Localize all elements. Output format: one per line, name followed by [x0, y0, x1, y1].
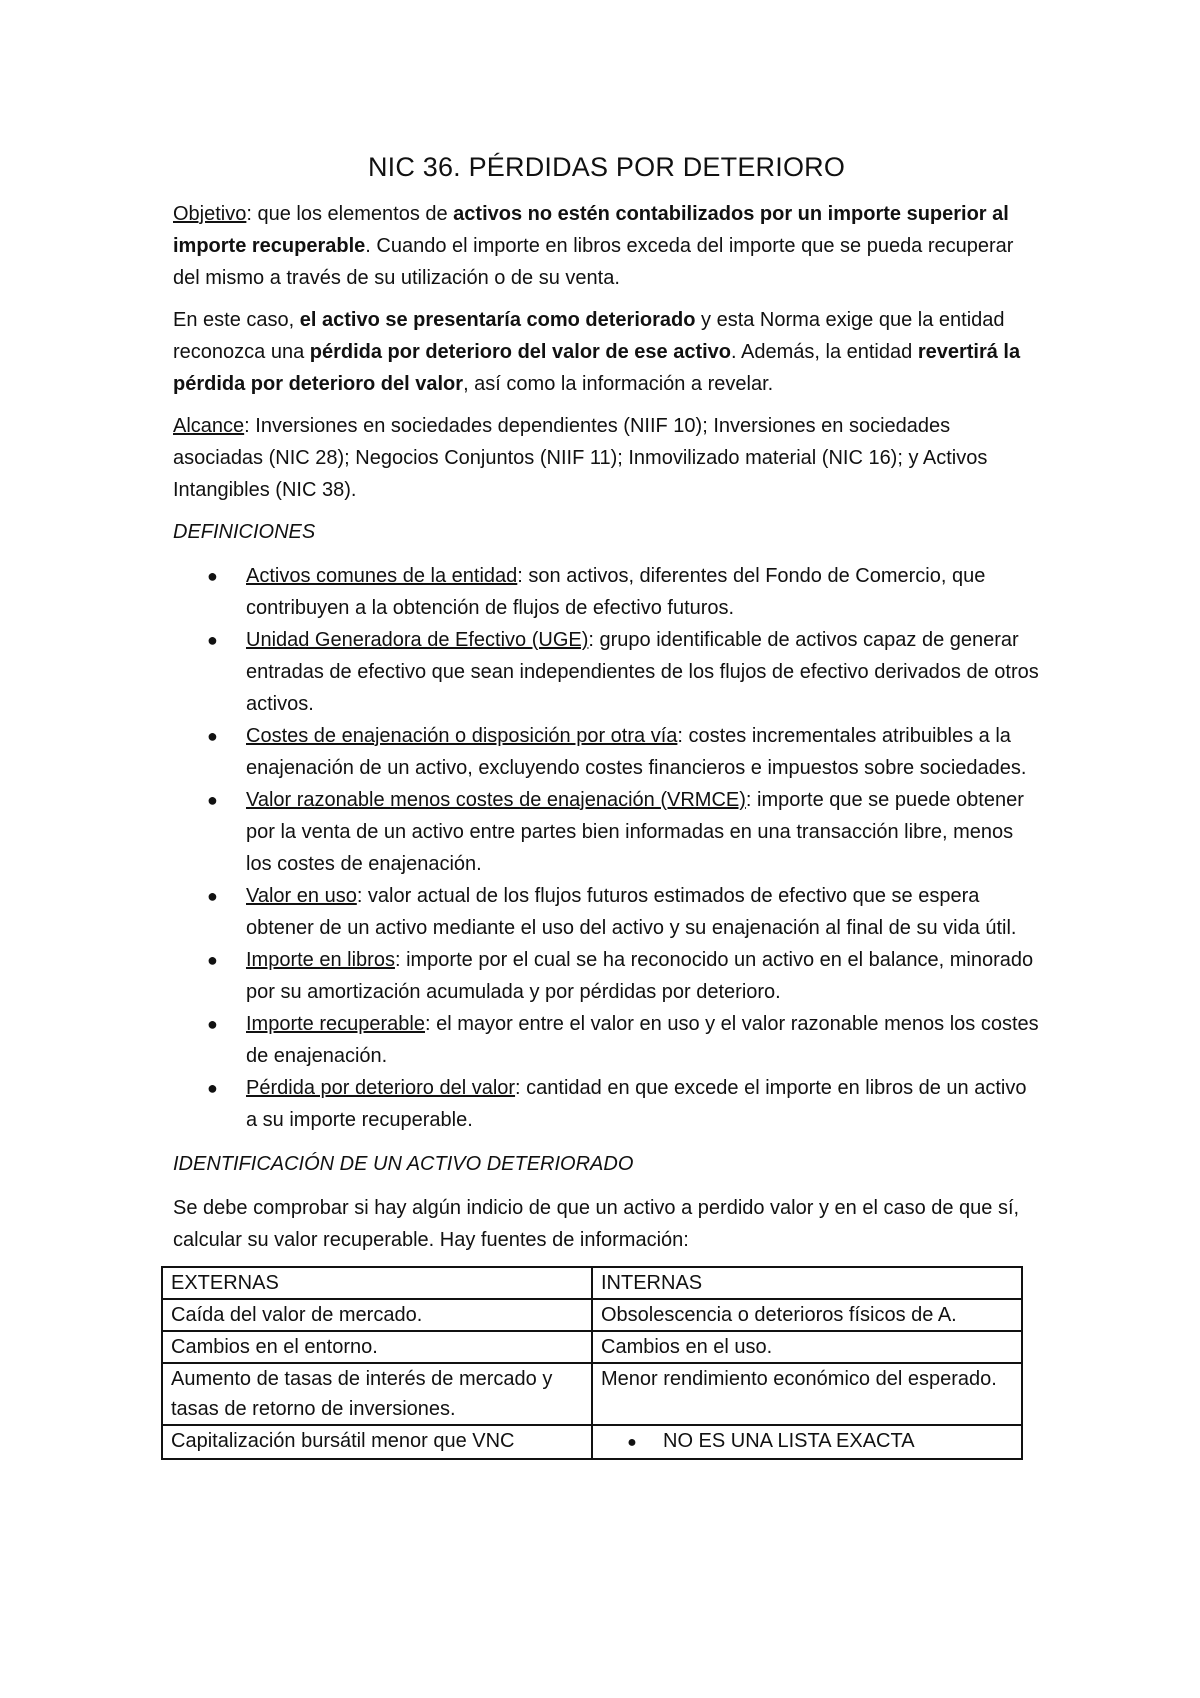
- definition-text: : valor actual de los flujos futuros estimados de efectivo que se espera obtener de un activo mediante el uso del activo y su enajenación al final de su vida útil.: [246, 885, 1017, 939]
- list-item: [207, 944, 1040, 1008]
- table-header-row: [162, 1267, 1022, 1299]
- objetivo-text-2: . Cuando el importe en libros exceda del importe que se pueda recuperar del mismo a través de su utilización o de su venta.: [173, 235, 1014, 289]
- caso-bold-2: pérdida por deterioro del valor de ese activo: [309, 341, 732, 363]
- alcance-paragraph: [173, 410, 1040, 506]
- definition-text: : son activos, diferentes del Fondo de Comercio, que contribuyen a la obtención de flujos de efectivo futuros.: [246, 565, 986, 619]
- caso-bold-1: el activo se presentaría como deteriorado: [299, 309, 696, 331]
- table-row: [162, 1425, 1022, 1459]
- identificacion-paragraph: Se debe comprobar si hay algún indicio de que un activo a perdido valor y en el caso de que sí, calcular su valor recuperable. Hay fuentes de información:: [173, 1197, 1020, 1251]
- table-cell: Cambios en el entorno.: [162, 1331, 592, 1363]
- definition-text: : importe por el cual se ha reconocido un activo en el balance, minorado por su amortización acumulada y por pérdidas por deterioro.: [246, 949, 1034, 1003]
- table-header: INTERNAS: [592, 1267, 1022, 1299]
- definition-term: Costes de enajenación o disposición por otra vía: [246, 725, 678, 747]
- definition-term: Valor en uso: [246, 885, 357, 907]
- caso-paragraph: [173, 304, 1040, 400]
- definition-text: : cantidad en que excede el importe en libros de un activo a su importe recuperable.: [246, 1077, 1027, 1131]
- definition-term: Importe recuperable: [246, 1013, 425, 1035]
- identificacion-heading: IDENTIFICACIÓN DE UN ACTIVO DETERIORADO: [173, 1153, 634, 1175]
- table-row: [162, 1331, 1022, 1363]
- list-item: [207, 560, 1040, 624]
- bullet-icon: ●: [207, 566, 218, 586]
- table-cell: Capitalización bursátil menor que VNC: [162, 1425, 592, 1459]
- bullet-icon: ●: [627, 1434, 637, 1451]
- bullet-icon: ●: [207, 950, 218, 970]
- bullet-icon: ●: [207, 1014, 218, 1034]
- table-header: EXTERNAS: [162, 1267, 592, 1299]
- objetivo-paragraph: [173, 198, 1040, 294]
- page-title: NIC 36. PÉRDIDAS POR DETERIORO: [367, 152, 846, 182]
- table-cell: [592, 1425, 1022, 1459]
- table-cell: Menor rendimiento económico del esperado.: [592, 1363, 1022, 1425]
- definiciones-list: [173, 560, 1040, 1136]
- caso-text-3: . Además, la entidad: [731, 341, 918, 363]
- list-item: [207, 624, 1040, 720]
- definition-term: Unidad Generadora de Efectivo (UGE): [246, 629, 589, 651]
- definiciones-heading: DEFINICIONES: [173, 521, 316, 543]
- list-item: [207, 1008, 1040, 1072]
- list-item: [207, 1072, 1040, 1136]
- table-cell-text: NO ES UNA LISTA EXACTA: [663, 1430, 915, 1452]
- definition-term: Activos comunes de la entidad: [246, 565, 518, 587]
- definition-text: : grupo identificable de activos capaz de generar entradas de efectivo que sean independientes de los flujos de efectivo derivados de otros activos.: [246, 629, 1039, 715]
- table-row: [162, 1363, 1022, 1425]
- definition-text: : el mayor entre el valor en uso y el valor razonable menos los costes de enajenación.: [246, 1013, 1039, 1067]
- table-cell: Caída del valor de mercado.: [162, 1299, 592, 1331]
- alcance-label: Alcance: [173, 415, 245, 437]
- definition-text: : importe que se puede obtener por la venta de un activo entre partes bien informadas en una transacción libre, menos los costes de enajenación.: [246, 789, 1024, 875]
- table-cell: Aumento de tasas de interés de mercado y tasas de retorno de inversiones.: [162, 1363, 592, 1425]
- list-item: [207, 720, 1040, 784]
- bullet-icon: ●: [207, 886, 218, 906]
- alcance-text: : Inversiones en sociedades dependientes (NIIF 10); Inversiones en sociedades asociadas (NIC 28); Negocios Conjuntos (NIIF 11); Inmovilizado material (NIC 16); y Activos Intangibles (NIC 38).: [173, 415, 988, 501]
- definition-text: : costes incrementales atribuibles a la enajenación de un activo, excluyendo costes financieros e impuestos sobre sociedades.: [246, 725, 1027, 779]
- fuentes-table: [161, 1266, 1023, 1460]
- bullet-icon: ●: [207, 726, 218, 746]
- definition-term: Valor razonable menos costes de enajenación (VRMCE): [246, 789, 746, 811]
- list-item: [207, 784, 1040, 880]
- caso-text-4: , así como la información a revelar.: [463, 373, 774, 395]
- caso-bold-3: revertirá la pérdida por deterioro del valor: [173, 341, 1021, 395]
- bullet-icon: ●: [207, 1078, 218, 1098]
- caso-text-1: En este caso,: [173, 309, 300, 331]
- objetivo-bold-1: activos no estén contabilizados por un importe superior al importe recuperable: [173, 203, 1009, 257]
- objetivo-label: Objetivo: [173, 203, 247, 225]
- table-cell: Obsolescencia o deterioros físicos de A.: [592, 1299, 1022, 1331]
- list-item: [207, 880, 1040, 944]
- caso-text-2: y esta Norma exige que la entidad reconozca una: [173, 309, 1005, 363]
- table-row: [162, 1299, 1022, 1331]
- bullet-icon: ●: [207, 630, 218, 650]
- table-cell: Cambios en el uso.: [592, 1331, 1022, 1363]
- bullet-icon: ●: [207, 790, 218, 810]
- definition-term: Importe en libros: [246, 949, 395, 971]
- objetivo-text-1: : que los elementos de: [246, 203, 454, 225]
- definition-term: Pérdida por deterioro del valor: [246, 1077, 516, 1099]
